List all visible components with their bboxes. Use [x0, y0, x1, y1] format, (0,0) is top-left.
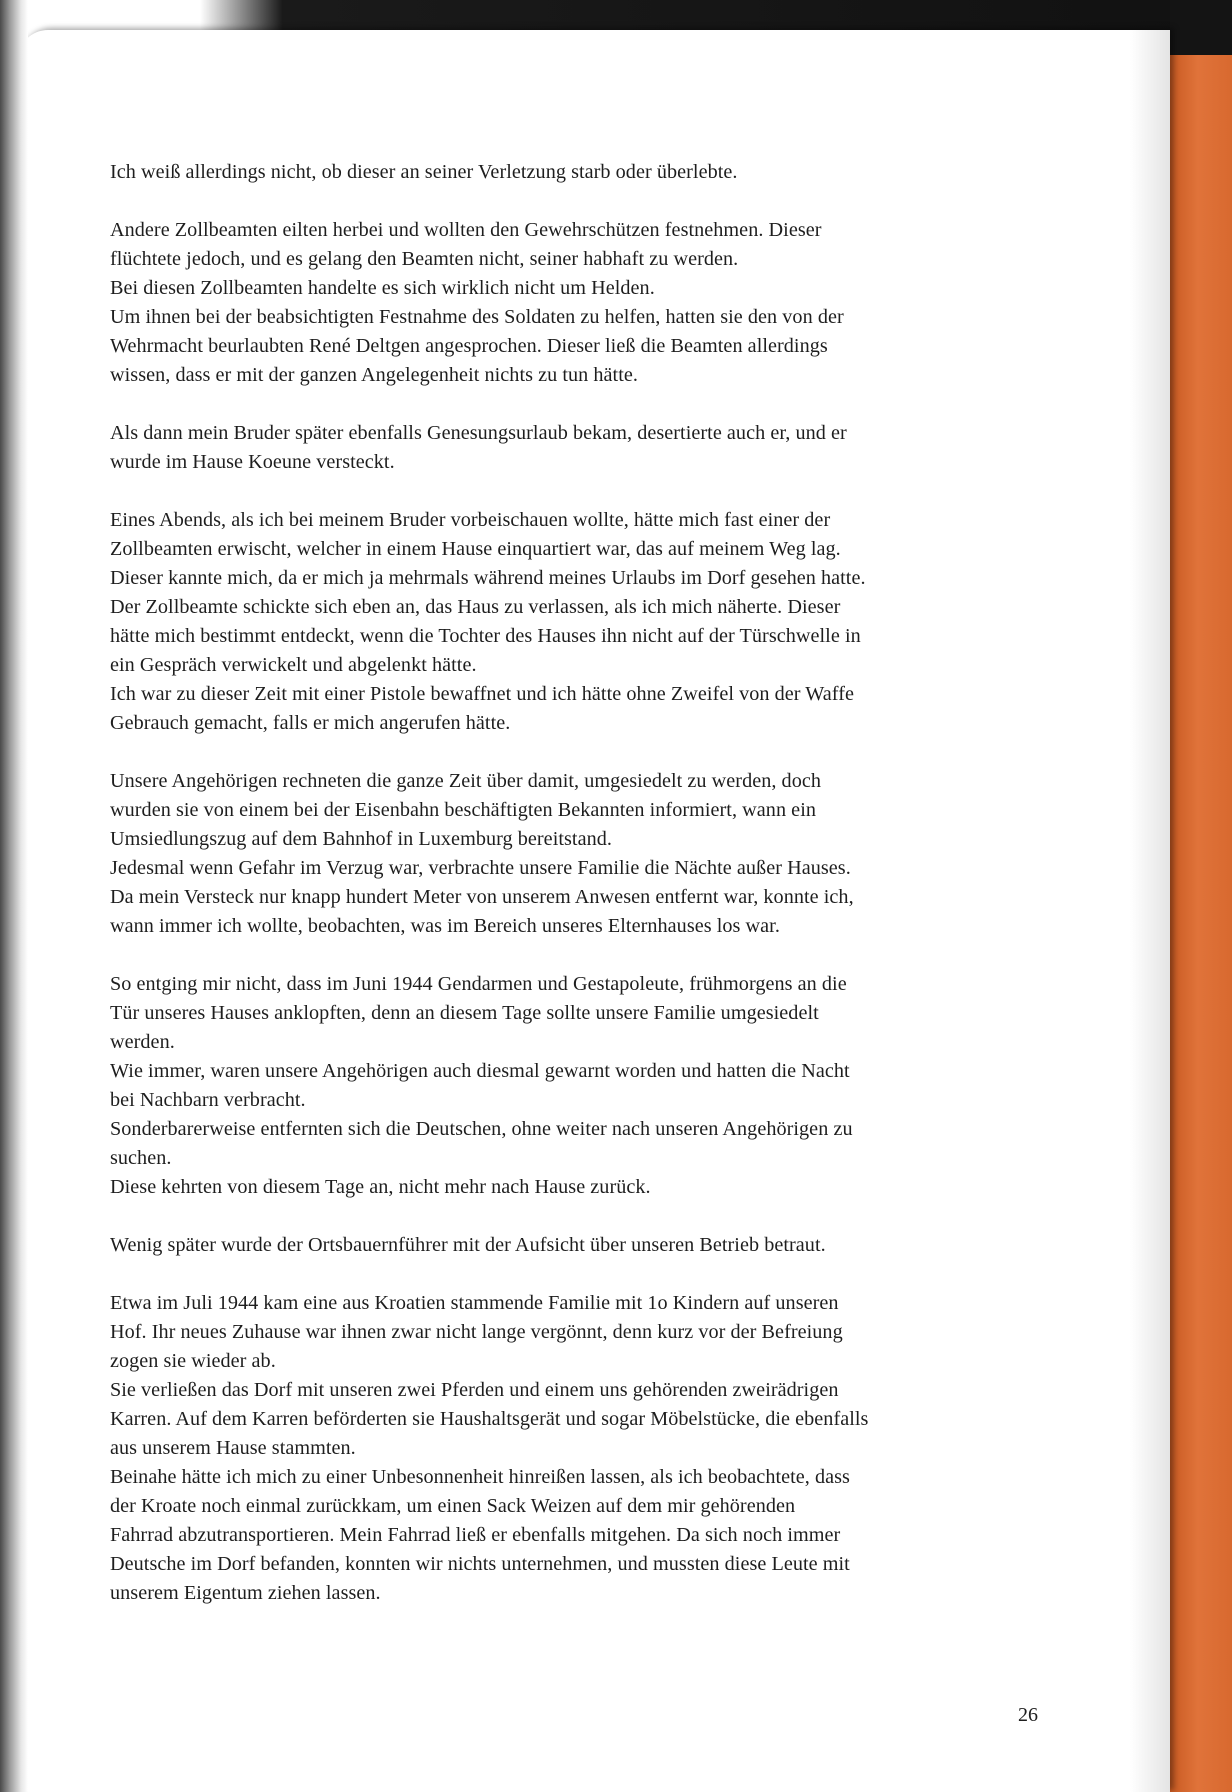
text-line: Fahrrad abzutransportieren. Mein Fahrrad ließ er ebenfalls mitgehen. Da sich noch immer [110, 1524, 841, 1546]
text-line: Ich war zu dieser Zeit mit einer Pistole bewaffnet und ich hätte ohne Zweifel von der Waffe [110, 683, 854, 705]
text-line: Diese kehrten von diesem Tage an, nicht mehr nach Hause zurück. [110, 1176, 651, 1198]
text-line: Etwa im Juli 1944 kam eine aus Kroatien stammende Familie mit 1o Kindern auf unseren [110, 1292, 839, 1314]
paragraph [110, 767, 1050, 941]
text-line: zogen sie wieder ab. [110, 1350, 276, 1372]
paragraph [110, 1231, 1050, 1260]
text-line: Karren. Auf dem Karren beförderten sie Haushaltsgerät und sogar Möbelstücke, die ebenfalls [110, 1408, 869, 1430]
text-line: hätte mich bestimmt entdeckt, wenn die Tochter des Hauses ihn nicht auf der Türschwelle in [110, 625, 861, 647]
text-line: Da mein Versteck nur knapp hundert Meter von unserem Anwesen entfernt war, konnte ich, [110, 886, 854, 908]
paragraph [110, 970, 1050, 1202]
paragraph [110, 1289, 1050, 1608]
paragraph [110, 158, 1050, 187]
text-line: wann immer ich wollte, beobachten, was im Bereich unseres Elternhauses los war. [110, 915, 780, 937]
text-line: suchen. [110, 1147, 172, 1169]
text-line: Hof. Ihr neues Zuhause war ihnen zwar nicht lange vergönnt, denn kurz vor der Befreiung [110, 1321, 843, 1343]
page-gutter-shadow [0, 0, 28, 1792]
text-line: Gebrauch gemacht, falls er mich angerufen hätte. [110, 712, 511, 734]
text-line: Ich weiß allerdings nicht, ob dieser an seiner Verletzung starb oder überlebte. [110, 161, 738, 183]
text-line: Sonderbarerweise entfernten sich die Deutschen, ohne weiter nach unseren Angehörigen zu [110, 1118, 853, 1140]
text-line: Eines Abends, als ich bei meinem Bruder vorbeischauen wollte, hätte mich fast einer der [110, 509, 831, 531]
text-line: Wenig später wurde der Ortsbauernführer mit der Aufsicht über unseren Betrieb betraut. [110, 1234, 826, 1256]
text-line: Als dann mein Bruder später ebenfalls Genesungsurlaub bekam, desertierte auch er, und er [110, 422, 847, 444]
text-line: Tür unseres Hauses anklopften, denn an diesem Tage sollte unsere Familie umgesiedelt [110, 1002, 819, 1024]
text-line: aus unserem Hause stammten. [110, 1437, 356, 1459]
text-line: werden. [110, 1031, 175, 1053]
paragraph [110, 216, 1050, 390]
text-line: Sie verließen das Dorf mit unseren zwei Pferden und einem uns gehörenden zweirädrigen [110, 1379, 839, 1401]
page-number: 26 [1018, 1704, 1038, 1726]
text-line: Zollbeamten erwischt, welcher in einem Hause einquartiert war, das auf meinem Weg lag. [110, 538, 841, 560]
text-line: Andere Zollbeamten eilten herbei und wollten den Gewehrschützen festnehmen. Dieser [110, 219, 822, 241]
text-line: Der Zollbeamte schickte sich eben an, das Haus zu verlassen, als ich mich näherte. Dieser [110, 596, 841, 618]
text-line: unserem Eigentum ziehen lassen. [110, 1582, 381, 1604]
text-line: Wie immer, waren unsere Angehörigen auch diesmal gewarnt worden und hatten die Nacht [110, 1060, 850, 1082]
text-line: bei Nachbarn verbracht. [110, 1089, 306, 1111]
text-line: Dieser kannte mich, da er mich ja mehrmals während meines Urlaubs im Dorf gesehen hatte. [110, 567, 866, 589]
text-line: wissen, dass er mit der ganzen Angelegenheit nichts zu tun hätte. [110, 364, 638, 386]
text-line: Wehrmacht beurlaubten René Deltgen angesprochen. Dieser ließ die Beamten allerdings [110, 335, 828, 357]
text-line: ein Gespräch verwickelt und abgelenkt hätte. [110, 654, 477, 676]
text-line: Bei diesen Zollbeamten handelte es sich wirklich nicht um Helden. [110, 277, 655, 299]
text-line: der Kroate noch einmal zurückkam, um einen Sack Weizen auf dem mir gehörenden [110, 1495, 796, 1517]
text-line: Unsere Angehörigen rechneten die ganze Zeit über damit, umgesiedelt zu werden, doch [110, 770, 821, 792]
text-line: Umsiedlungszug auf dem Bahnhof in Luxemburg bereitstand. [110, 828, 612, 850]
text-line: Jedesmal wenn Gefahr im Verzug war, verbrachte unsere Familie die Nächte außer Hauses. [110, 857, 851, 879]
text-line: Deutsche im Dorf befanden, konnten wir nichts unternehmen, und mussten diese Leute mit [110, 1553, 850, 1575]
page-edge-shading [1130, 30, 1170, 1792]
text-line: So entging mir nicht, dass im Juni 1944 Gendarmen und Gestapoleute, frühmorgens an die [110, 973, 847, 995]
text-line: wurden sie von einem bei der Eisenbahn beschäftigten Bekannten informiert, wann ein [110, 799, 816, 821]
paragraph [110, 419, 1050, 477]
text-line: Um ihnen bei der beabsichtigten Festnahme des Soldaten zu helfen, hatten sie den von der [110, 306, 844, 328]
text-line: Beinahe hätte ich mich zu einer Unbesonnenheit hinreißen lassen, als ich beobachtete, dass [110, 1466, 850, 1488]
paragraph [110, 506, 1050, 738]
text-line: flüchtete jedoch, und es gelang den Beamten nicht, seiner habhaft zu werden. [110, 248, 739, 270]
text-line: wurde im Hause Koeune versteckt. [110, 451, 395, 473]
body-text [110, 158, 1050, 1637]
book-cover-edge [1170, 55, 1232, 1792]
